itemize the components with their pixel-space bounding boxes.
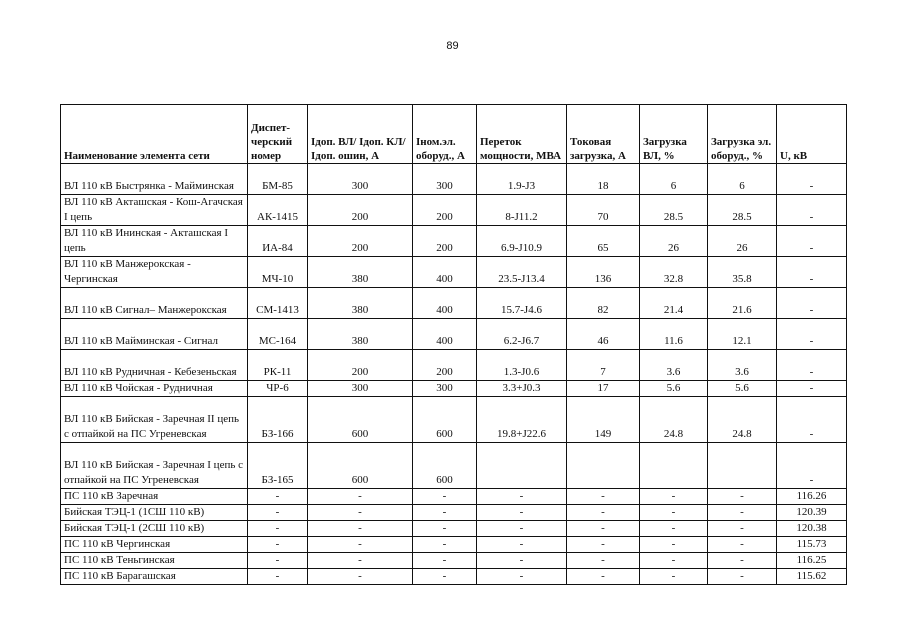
table-row xyxy=(61,288,847,319)
cell-line-load: - xyxy=(640,537,708,553)
cell-current-load: - xyxy=(567,505,640,521)
cell-equipment-load: 24.8 xyxy=(708,397,777,443)
cell-voltage: - xyxy=(777,381,847,397)
cell-current-load: 46 xyxy=(567,319,640,350)
table-row xyxy=(61,489,847,505)
table-row xyxy=(61,397,847,443)
cell-power-flow: 15.7-J4.6 xyxy=(477,288,567,319)
cell-voltage: 115.73 xyxy=(777,537,847,553)
cell-rated-current: 300 xyxy=(413,164,477,195)
cell-power-flow: 8-J11.2 xyxy=(477,195,567,226)
header-cell-element-name: Наименование элемента сети xyxy=(61,105,248,164)
cell-power-flow: - xyxy=(477,553,567,569)
cell-current-load: - xyxy=(567,569,640,585)
cell-current-load: 136 xyxy=(567,257,640,288)
cell-power-flow: 6.2-J6.7 xyxy=(477,319,567,350)
cell-rated-current: 300 xyxy=(413,381,477,397)
cell-equipment-load: 3.6 xyxy=(708,350,777,381)
header-cell-line-load: Загрузка ВЛ, % xyxy=(640,105,708,164)
cell-voltage: 120.39 xyxy=(777,505,847,521)
cell-current-load: 82 xyxy=(567,288,640,319)
header-row xyxy=(61,105,847,164)
cell-line-load: 5.6 xyxy=(640,381,708,397)
cell-voltage: 120.38 xyxy=(777,521,847,537)
cell-rated-current: 400 xyxy=(413,319,477,350)
cell-element-name: ПС 110 кВ Теньгинская xyxy=(61,553,248,569)
cell-dispatch-number: ИА-84 xyxy=(248,226,308,257)
cell-line-load xyxy=(640,443,708,489)
cell-current-load: - xyxy=(567,521,640,537)
cell-current-load: 65 xyxy=(567,226,640,257)
cell-rated-current: 200 xyxy=(413,195,477,226)
cell-power-flow: 6.9-J10.9 xyxy=(477,226,567,257)
cell-equipment-load: - xyxy=(708,521,777,537)
cell-element-name: ВЛ 110 кВ Акташская - Кош-Агачская I цепь xyxy=(61,195,248,226)
cell-voltage: - xyxy=(777,397,847,443)
cell-equipment-load: 26 xyxy=(708,226,777,257)
cell-rated-current: - xyxy=(413,505,477,521)
cell-equipment-load: 21.6 xyxy=(708,288,777,319)
cell-voltage: - xyxy=(777,443,847,489)
table-row xyxy=(61,521,847,537)
cell-current-load: 70 xyxy=(567,195,640,226)
table-row xyxy=(61,553,847,569)
cell-line-load: 11.6 xyxy=(640,319,708,350)
cell-equipment-load xyxy=(708,443,777,489)
cell-current-load: - xyxy=(567,489,640,505)
table-row xyxy=(61,226,847,257)
cell-power-flow: 1.9-J3 xyxy=(477,164,567,195)
cell-element-name: ПС 110 кВ Барагашская xyxy=(61,569,248,585)
cell-line-load: - xyxy=(640,489,708,505)
cell-element-name: ВЛ 110 кВ Рудничная - Кебезеньская xyxy=(61,350,248,381)
cell-equipment-load: - xyxy=(708,505,777,521)
cell-power-flow: 19.8+J22.6 xyxy=(477,397,567,443)
cell-rated-current: - xyxy=(413,569,477,585)
cell-dispatch-number: - xyxy=(248,521,308,537)
cell-voltage: - xyxy=(777,226,847,257)
cell-allowable-current: - xyxy=(308,553,413,569)
cell-equipment-load: 35.8 xyxy=(708,257,777,288)
cell-rated-current: 200 xyxy=(413,226,477,257)
cell-element-name: ВЛ 110 кВ Ининская - Акташская I цепь xyxy=(61,226,248,257)
cell-allowable-current: 600 xyxy=(308,397,413,443)
table-row xyxy=(61,443,847,489)
header-cell-power-flow: Переток мощности, МВА xyxy=(477,105,567,164)
cell-current-load: 7 xyxy=(567,350,640,381)
cell-dispatch-number: БЗ-165 xyxy=(248,443,308,489)
cell-allowable-current: 380 xyxy=(308,319,413,350)
cell-element-name: ПС 110 кВ Чергинская xyxy=(61,537,248,553)
cell-dispatch-number: РК-11 xyxy=(248,350,308,381)
cell-line-load: - xyxy=(640,505,708,521)
cell-power-flow: - xyxy=(477,505,567,521)
cell-voltage: 115.62 xyxy=(777,569,847,585)
cell-current-load: 18 xyxy=(567,164,640,195)
cell-power-flow: - xyxy=(477,489,567,505)
cell-line-load: - xyxy=(640,553,708,569)
cell-allowable-current: - xyxy=(308,505,413,521)
cell-dispatch-number: - xyxy=(248,505,308,521)
cell-voltage: - xyxy=(777,350,847,381)
cell-dispatch-number: - xyxy=(248,553,308,569)
cell-line-load: 6 xyxy=(640,164,708,195)
cell-dispatch-number: - xyxy=(248,569,308,585)
cell-voltage: - xyxy=(777,257,847,288)
cell-line-load: - xyxy=(640,521,708,537)
cell-current-load: 149 xyxy=(567,397,640,443)
cell-element-name: ВЛ 110 кВ Быстрянка - Майминская xyxy=(61,164,248,195)
cell-line-load: 32.8 xyxy=(640,257,708,288)
cell-dispatch-number: ЧР-6 xyxy=(248,381,308,397)
cell-element-name: ВЛ 110 кВ Сигнал– Манжерокская xyxy=(61,288,248,319)
cell-allowable-current: - xyxy=(308,489,413,505)
header-cell-allowable-current: Iдоп. ВЛ/ Iдоп. КЛ/ Iдоп. ошин, А xyxy=(308,105,413,164)
cell-element-name: ВЛ 110 кВ Чойская - Рудничная xyxy=(61,381,248,397)
header-cell-voltage: U, кВ xyxy=(777,105,847,164)
cell-equipment-load: - xyxy=(708,553,777,569)
table-row xyxy=(61,569,847,585)
cell-line-load: 24.8 xyxy=(640,397,708,443)
cell-dispatch-number: - xyxy=(248,537,308,553)
cell-line-load: 21.4 xyxy=(640,288,708,319)
table-body xyxy=(61,164,847,585)
cell-equipment-load: 5.6 xyxy=(708,381,777,397)
cell-allowable-current: - xyxy=(308,521,413,537)
table-row xyxy=(61,537,847,553)
cell-element-name: ВЛ 110 кВ Бийская - Заречная II цепь с отпайкой на ПС Угреневская xyxy=(61,397,248,443)
table-row xyxy=(61,319,847,350)
table-row xyxy=(61,381,847,397)
cell-line-load: 28.5 xyxy=(640,195,708,226)
cell-equipment-load: - xyxy=(708,489,777,505)
cell-voltage: - xyxy=(777,164,847,195)
cell-dispatch-number: БМ-85 xyxy=(248,164,308,195)
cell-dispatch-number: БЗ-166 xyxy=(248,397,308,443)
cell-current-load xyxy=(567,443,640,489)
cell-allowable-current: 380 xyxy=(308,288,413,319)
header-cell-rated-current: Iном.эл. оборуд., А xyxy=(413,105,477,164)
cell-allowable-current: - xyxy=(308,537,413,553)
cell-allowable-current: 200 xyxy=(308,226,413,257)
cell-allowable-current: 300 xyxy=(308,164,413,195)
cell-rated-current: - xyxy=(413,521,477,537)
cell-power-flow: 1.3-J0.6 xyxy=(477,350,567,381)
cell-dispatch-number: СМ-1413 xyxy=(248,288,308,319)
cell-allowable-current: 600 xyxy=(308,443,413,489)
cell-element-name: ВЛ 110 кВ Манжерокская - Чергинская xyxy=(61,257,248,288)
table-row xyxy=(61,505,847,521)
cell-current-load: - xyxy=(567,537,640,553)
cell-line-load: 3.6 xyxy=(640,350,708,381)
cell-current-load: 17 xyxy=(567,381,640,397)
cell-voltage: - xyxy=(777,195,847,226)
cell-current-load: - xyxy=(567,553,640,569)
cell-rated-current: - xyxy=(413,489,477,505)
cell-voltage: 116.26 xyxy=(777,489,847,505)
cell-element-name: ВЛ 110 кВ Бийская - Заречная I цепь с отпайкой на ПС Угреневская xyxy=(61,443,248,489)
cell-line-load: - xyxy=(640,569,708,585)
cell-rated-current: 200 xyxy=(413,350,477,381)
header-cell-equipment-load: Загрузка эл. оборуд., % xyxy=(708,105,777,164)
cell-allowable-current: 300 xyxy=(308,381,413,397)
cell-power-flow: 3.3+J0.3 xyxy=(477,381,567,397)
cell-rated-current: 400 xyxy=(413,288,477,319)
cell-rated-current: 400 xyxy=(413,257,477,288)
cell-equipment-load: - xyxy=(708,537,777,553)
cell-equipment-load: 6 xyxy=(708,164,777,195)
cell-element-name: ПС 110 кВ Заречная xyxy=(61,489,248,505)
cell-dispatch-number: МС-164 xyxy=(248,319,308,350)
cell-voltage: - xyxy=(777,319,847,350)
cell-voltage: 116.25 xyxy=(777,553,847,569)
cell-power-flow: - xyxy=(477,569,567,585)
cell-power-flow: 23.5-J13.4 xyxy=(477,257,567,288)
cell-element-name: Бийская ТЭЦ-1 (1СШ 110 кВ) xyxy=(61,505,248,521)
cell-allowable-current: - xyxy=(308,569,413,585)
cell-allowable-current: 200 xyxy=(308,195,413,226)
cell-rated-current: - xyxy=(413,553,477,569)
table-row xyxy=(61,164,847,195)
cell-dispatch-number: - xyxy=(248,489,308,505)
cell-element-name: Бийская ТЭЦ-1 (2СШ 110 кВ) xyxy=(61,521,248,537)
header-cell-current-load: Токовая загрузка, А xyxy=(567,105,640,164)
cell-power-flow: - xyxy=(477,521,567,537)
cell-voltage: - xyxy=(777,288,847,319)
cell-equipment-load: 28.5 xyxy=(708,195,777,226)
cell-dispatch-number: АК-1415 xyxy=(248,195,308,226)
cell-element-name: ВЛ 110 кВ Майминская - Сигнал xyxy=(61,319,248,350)
cell-line-load: 26 xyxy=(640,226,708,257)
header-cell-dispatch-number: Диспет-черский номер xyxy=(248,105,308,164)
cell-rated-current: 600 xyxy=(413,397,477,443)
cell-equipment-load: - xyxy=(708,569,777,585)
table-row xyxy=(61,350,847,381)
cell-dispatch-number: МЧ-10 xyxy=(248,257,308,288)
cell-allowable-current: 380 xyxy=(308,257,413,288)
network-load-table xyxy=(60,104,847,585)
page-number: 89 xyxy=(446,40,459,52)
table-row xyxy=(61,195,847,226)
cell-power-flow xyxy=(477,443,567,489)
cell-rated-current: - xyxy=(413,537,477,553)
cell-equipment-load: 12.1 xyxy=(708,319,777,350)
cell-power-flow: - xyxy=(477,537,567,553)
table-row xyxy=(61,257,847,288)
cell-allowable-current: 200 xyxy=(308,350,413,381)
cell-rated-current: 600 xyxy=(413,443,477,489)
